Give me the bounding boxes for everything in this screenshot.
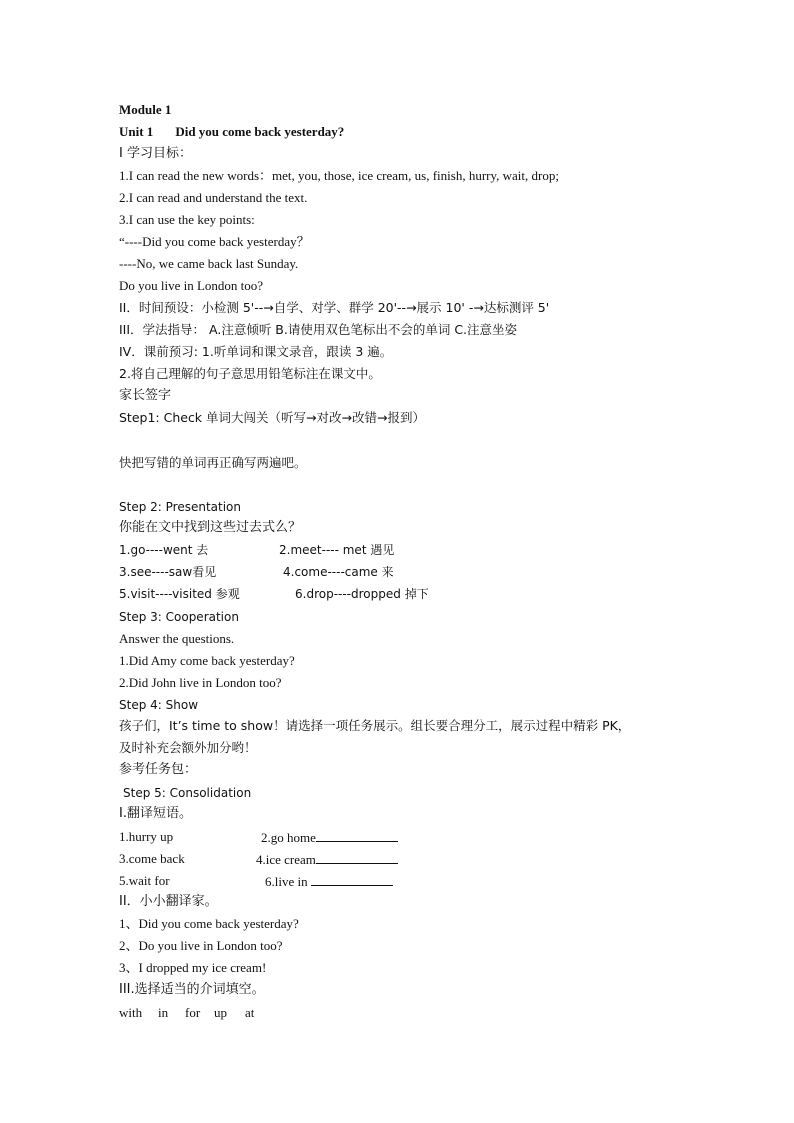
study-method: III．学法指导： A.注意倾听 B.请使用双色笔标出不会的单词 C.注意坐姿 [119, 322, 518, 337]
step3-question-2: 2.Did John live in London too? [119, 675, 282, 690]
past-tense-item: 2.meet---- met 遇见 [279, 543, 395, 557]
unit-label: Unit 1 [119, 124, 154, 139]
step3-title: Step 3: Cooperation [119, 610, 239, 624]
answer-blank[interactable] [316, 851, 398, 864]
preposition-word: with [119, 1005, 143, 1020]
goal-item-1: 1.I can read the new words：met, you, those, ice cream, us, finish, hurry, wait, drop; [119, 168, 559, 183]
translation-sentence-2: 2、Do you live in London too? [119, 938, 283, 953]
step3-question-1: 1.Did Amy come back yesterday? [119, 653, 295, 668]
preposition-section-heading: III.选择适当的介词填空。 [119, 982, 265, 997]
step2-title: Step 2: Presentation [119, 500, 241, 514]
goal-item-2: 2.I can read and understand the text. [119, 190, 308, 205]
preposition-word: in [158, 1005, 169, 1020]
past-tense-item: 4.come----came 来 [283, 565, 394, 579]
past-tense-item: 1.go----went 去 [119, 543, 209, 557]
key-point-2: ----No, we came back last Sunday. [119, 256, 299, 271]
step1-note: 快把写错的单词再正确写两遍吧。 [119, 455, 307, 470]
task-pack: 参考任务包： [119, 762, 198, 777]
key-point-1: “----Did you come back yesterday？ [119, 234, 310, 249]
past-tense-item: 6.drop----dropped 掉下 [295, 587, 429, 601]
module-title: Module 1 [119, 102, 172, 117]
answer-blank[interactable] [316, 829, 398, 842]
phrase-item: 2.go home [261, 829, 398, 846]
phrase-section-heading: I.翻译短语。 [119, 806, 192, 821]
past-tense-item: 5.visit----visited 参观 [119, 587, 240, 601]
step4-line-2: 及时补充会额外加分哟！ [119, 740, 257, 755]
translation-sentence-1: 1、Did you come back yesterday? [119, 916, 299, 931]
step3-intro: Answer the questions. [119, 631, 235, 646]
key-point-3: Do you live in London too? [119, 278, 264, 293]
preposition-word: at [245, 1005, 255, 1020]
translation-sentence-3: 3、I dropped my ice cream! [119, 960, 267, 975]
phrase-item: 3.come back [119, 851, 185, 866]
step4-title: Step 4: Show [119, 698, 199, 712]
preposition-word: up [214, 1005, 227, 1020]
phrase-item: 5.wait for [119, 873, 170, 888]
phrase-item: 6.live in [265, 873, 393, 890]
parent-signature: 家长签字 [119, 388, 172, 403]
preview-line-2: 2.将自己理解的句子意思用铅笔标注在课文中。 [119, 366, 381, 381]
translation-section-heading: II．小小翻译家。 [119, 894, 218, 909]
preposition-word: for [185, 1005, 201, 1020]
unit-title-row [119, 124, 344, 140]
past-tense-item: 3.see----saw看见 [119, 565, 217, 579]
step2-question: 你能在文中找到这些过去式么？ [119, 520, 302, 535]
goal-item-3: 3.I can use the key points: [119, 212, 255, 227]
lesson-title: Did you come back yesterday? [175, 124, 345, 139]
preview-line-1: IV．课前预习: 1.听单词和课文录音，跟读 3 遍。 [119, 344, 393, 359]
goals-heading: I 学习目标： [119, 146, 192, 161]
phrase-item: 4.ice cream [256, 851, 398, 868]
step5-title: Step 5: Consolidation [123, 786, 252, 800]
answer-blank[interactable] [311, 873, 393, 886]
step1-title: Step1: Check 单词大闯关（听写→对改→改错→报到） [119, 410, 425, 425]
phrase-item: 1.hurry up [119, 829, 174, 844]
time-plan: II．时间预设：小检测 5'--→自学、对学、群学 20'--→展示 10' -→达标测评 5' [119, 300, 550, 315]
step4-line-1: 孩子们，It’s time to show！请选择一项任务展示。组长要合理分工，展示过程中精彩 PK， [119, 718, 631, 733]
